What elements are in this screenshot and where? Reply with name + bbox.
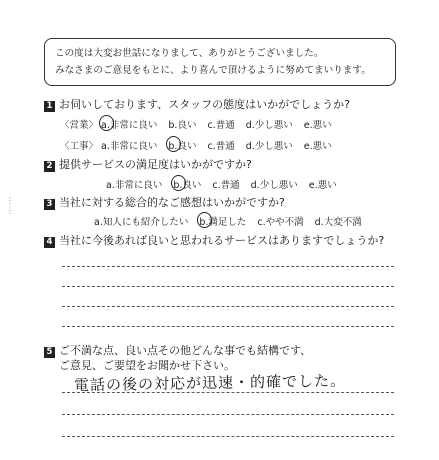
q3-option-d: d.大変不満: [314, 217, 362, 228]
question-1-text: お伺いしております、スタッフの態度はいかがでしょうか?: [59, 98, 350, 111]
q1-sales-label: 〈営業〉: [60, 120, 99, 131]
question-1: [44, 96, 350, 112]
q5-answer-line-2: [62, 414, 394, 415]
q1-construction-row: [60, 138, 343, 152]
question-number-2: 2: [44, 161, 55, 172]
question-4: [44, 232, 384, 248]
q3-option-c: c.やや不満: [257, 217, 304, 228]
handwritten-answer: 電話の後の対応が迅速・的確でした。: [73, 371, 347, 395]
question-5-text-2: ご意見、ご要望をお聞かせ下さい。: [59, 359, 235, 372]
q1-sales-option-b: b.良い: [168, 120, 197, 131]
q4-answer-line-2: [62, 286, 394, 287]
q2-options-row: [106, 177, 348, 191]
q1-construction-option-d: d.少し悪い: [245, 141, 293, 152]
question-5-text-1: ご不満な点、良い点その他どんな事でも結構です、: [59, 344, 312, 357]
q2-option-d: d.少し悪い: [250, 180, 298, 191]
q3-options-row: [94, 214, 373, 228]
intro-line-2: みなさまのご意見をもとに、より喜んで頂けるように努めてまいります。: [55, 65, 371, 76]
question-3-text: 当社に対する総合的なご感想はいかがですか?: [59, 196, 285, 209]
q1-construction-option-c: c.普通: [207, 141, 235, 152]
q3-option-a: a.知人にも紹介したい: [94, 217, 189, 228]
q1-construction-option-e: e.悪い: [303, 141, 332, 152]
q2-option-a: a.非常に良い: [106, 180, 163, 191]
q1-construction-option-b: b.良い: [168, 138, 196, 152]
margin-mark: ⋮ ⋮: [6, 196, 14, 215]
q1-sales-row: [60, 117, 343, 131]
q4-answer-line-3: [62, 306, 394, 307]
q1-sales-option-e: e.悪い: [303, 120, 332, 131]
question-2-text: 提供サービスの満足度はいかがですか?: [59, 158, 252, 171]
question-number-1: 1: [44, 101, 55, 112]
question-number-4: 4: [44, 237, 55, 248]
question-5: [44, 342, 311, 358]
q1-sales-option-a: a.非常に良い: [101, 117, 157, 131]
intro-box: [44, 38, 396, 86]
q2-option-e: e.悪い: [308, 180, 337, 191]
intro-line-1: この度は大変お世話になりまして、ありがとうございました。: [55, 48, 324, 59]
question-number-3: 3: [44, 199, 55, 210]
q5-answer-line-1: [62, 392, 394, 393]
question-number-5: 5: [44, 347, 55, 358]
q4-answer-line-1: [62, 266, 394, 267]
q2-option-b: b.良い: [173, 177, 201, 191]
q1-sales-option-d: d.少し悪い: [245, 120, 293, 131]
question-5-line-2: [59, 357, 235, 373]
q2-option-c: c.普通: [212, 180, 240, 191]
q3-option-b: b.満足した: [199, 214, 246, 228]
q4-answer-line-4: [62, 326, 394, 327]
q5-answer-line-3: [62, 436, 394, 437]
question-4-text: 当社に今後あれば良いと思われるサービスはありますでしょうか?: [59, 234, 385, 247]
q1-sales-option-c: c.普通: [207, 120, 235, 131]
q1-construction-option-a: a.非常に良い: [101, 141, 158, 152]
question-3: [44, 194, 285, 210]
question-2: [44, 156, 252, 172]
q1-construction-label: 〈工事〉: [60, 141, 99, 152]
